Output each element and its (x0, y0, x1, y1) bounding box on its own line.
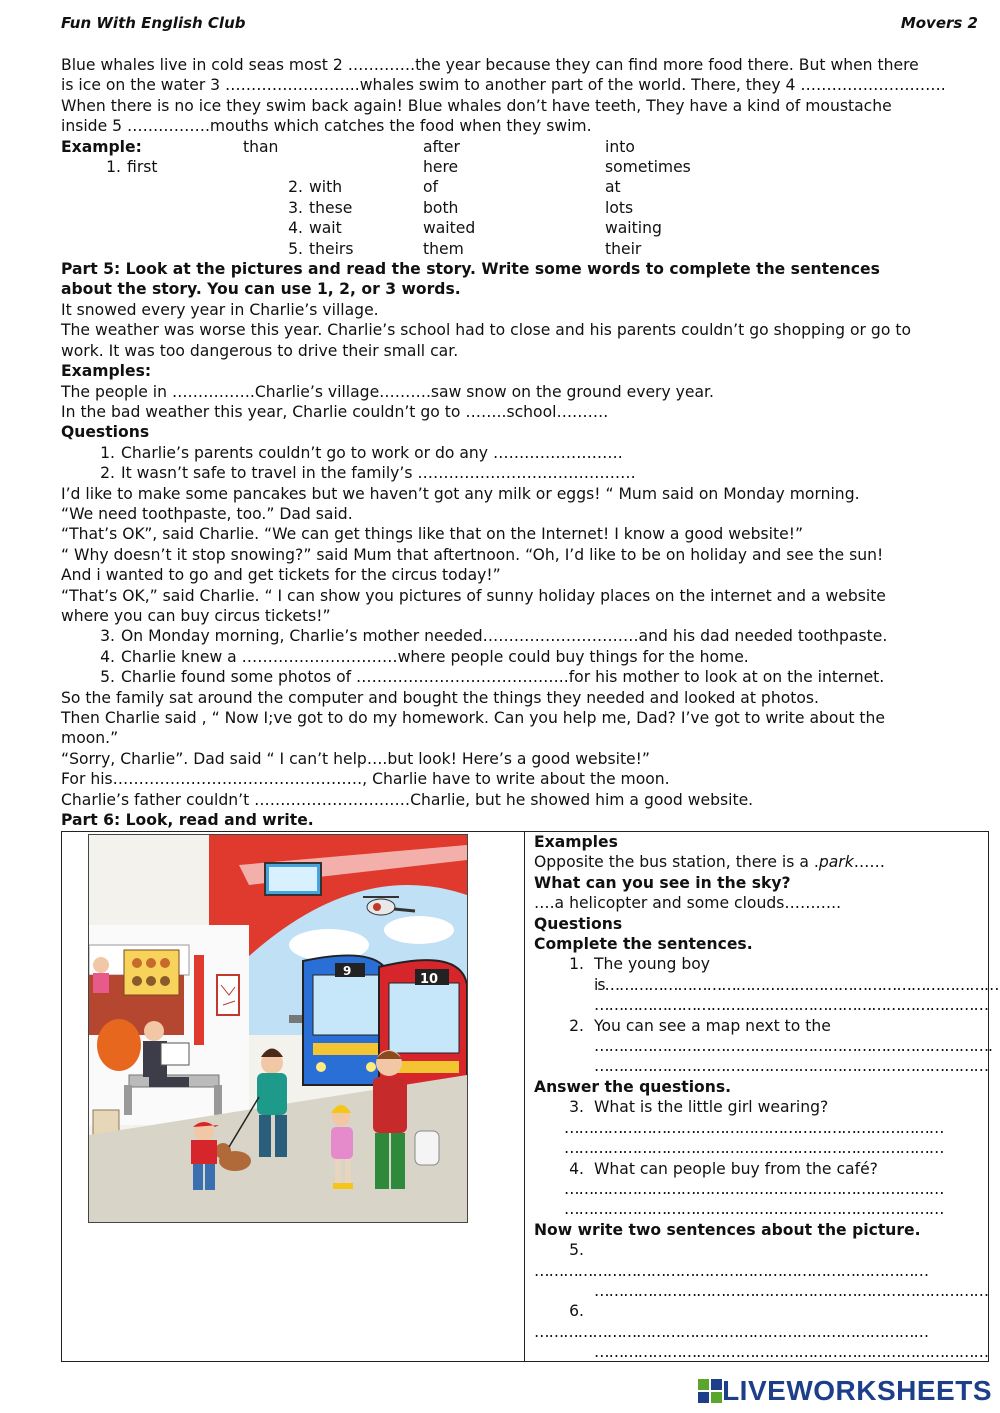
question-text: On Monday morning, Charlie’s mother needed…………………………and his dad needed toothpaste. (121, 627, 888, 646)
story-line: where you can buy circus tickets!” (61, 606, 331, 625)
option-word: lots (605, 198, 634, 217)
questions-label: Questions (61, 423, 150, 442)
carrier-bag (415, 1131, 439, 1165)
option-word: sometimes (605, 158, 691, 177)
part6-heading: Part 6: Look, read and write. (61, 811, 314, 830)
logo-text: LIVEWORKSHEETS (722, 1375, 992, 1406)
question-number: 1. (569, 955, 584, 974)
bus-left-number: 9 (343, 964, 352, 978)
option-word: of (423, 178, 439, 197)
option-word: waiting (605, 219, 662, 238)
answer-label: Answer the questions. (534, 1077, 732, 1096)
question-number: 1. (100, 443, 115, 462)
cafe-shelf (124, 950, 179, 995)
option-number: 5. (288, 239, 303, 258)
option-number: 4. (288, 219, 303, 238)
part6-box (61, 831, 999, 1362)
answer-line[interactable]: ……………………………………………………………………… (534, 1261, 929, 1280)
passage-line: When there is no ice they swim back again! Blue whales don’t have teeth, They have a kind of moustache (61, 96, 892, 115)
question-text: The young boy (594, 955, 711, 974)
example-sentence: The people in …………….Charlie’s village……….saw snow on the ground every year. (61, 382, 714, 401)
question-number: 3. (569, 1098, 584, 1117)
option-word: both (423, 198, 459, 217)
story-line: It snowed every year in Charlie’s village. (61, 300, 379, 319)
passage-line: inside 5 …………….mouths which catches the food when they swim. (61, 117, 592, 136)
option-number: 1. (106, 158, 121, 177)
question-text: Charlie’s parents couldn’t go to work or do any ……………………. (121, 443, 623, 462)
story-line: “That’s OK”, said Charlie. “We can get things like that on the Internet! I know a good website!” (61, 525, 804, 544)
cafe-worker (93, 957, 109, 973)
question-number: 5. (100, 668, 115, 687)
question-text: Charlie found some photos of …………………………………..for his mother to look at on the internet. (121, 668, 885, 687)
map-sign (217, 975, 239, 1015)
logo-grid-icon (698, 1379, 722, 1403)
option-word: here (423, 158, 459, 177)
questions-label: Questions (534, 914, 623, 933)
question-number: 3. (100, 627, 115, 646)
story-line: The weather was worse this year. Charlie’s school had to close and his parents couldn’t go shopping or go to (61, 321, 911, 340)
question-number: 2. (569, 1016, 584, 1035)
option-number: 2. (288, 178, 303, 197)
man-reading (144, 1021, 164, 1041)
story-line: “ Why doesn’t it stop snowing?” said Mum that aftertnoon. “Oh, I’d like to be on holiday and see the sun! (61, 545, 884, 564)
complete-label: Complete the sentences. (534, 935, 753, 954)
story-line: “That’s OK,” said Charlie. “ I can show you pictures of sunny holiday places on the internet and a website (61, 586, 886, 605)
example-word: after (423, 137, 460, 156)
story-line: I’d like to make some pancakes but we haven’t got any milk or eggs! “ Mum said on Monday morning. (61, 484, 860, 503)
story-line: Then Charlie said , “ Now I;ve got to do my homework. Can you help me, Dad? I’ve got to write about the (61, 709, 886, 727)
example-answer: park (818, 853, 854, 872)
part5-heading: about the story. You can use 1, 2, or 3 words. (61, 280, 461, 299)
option-word: theirs (309, 239, 354, 258)
station-picture (88, 834, 468, 1223)
bus-right-number: 10 (420, 972, 439, 987)
example-answer-dots: …… (853, 853, 885, 872)
answer-line[interactable]: ………………………………………………………………………. (594, 1037, 992, 1056)
story-line: moon.” (61, 729, 119, 748)
header-level: Movers 2 (900, 14, 978, 32)
answer-line[interactable]: …………………………………………………………………… (564, 1139, 944, 1158)
question-text: You can see a map next to the (594, 1016, 831, 1035)
answer-line[interactable]: ……………………………………………………………………… (594, 1281, 989, 1300)
question-text: What is the little girl wearing? (594, 1098, 829, 1117)
answer-line[interactable]: ……………………………………………………………………… (594, 1057, 989, 1076)
example-answer: ….a helicopter and some clouds……….. (534, 894, 842, 913)
option-word: their (605, 239, 642, 258)
option-word: at (605, 178, 621, 197)
part5-heading: Part 5: Look at the pictures and read the story. Write some words to complete the sentences (61, 260, 880, 279)
example-question: What can you see in the sky? (534, 873, 791, 892)
station-pillar (194, 955, 204, 1045)
cloud (384, 916, 454, 944)
question-number: 4. (569, 1159, 584, 1178)
questions-panel (534, 832, 999, 1363)
passage-line: Blue whales live in cold seas most 2 ………….the year because they can find more food there. But when there (61, 56, 919, 74)
column-divider (524, 832, 525, 1361)
option-word: wait (309, 219, 342, 238)
question-text: It wasn’t safe to travel in the family’s …………………………………… (121, 464, 636, 483)
liveworksheets-logo[interactable] (698, 1375, 992, 1407)
example-sentence: Opposite the bus station, there is a . (534, 853, 819, 872)
chair (97, 1019, 141, 1071)
passage-line: is ice on the water 3 ……………………..whales swim to another part of the world. There, they 4 ………………………. (61, 76, 946, 95)
answer-line[interactable]: …………………………………………………………………… (564, 1179, 944, 1198)
header-club-name: Fun With English Club (61, 14, 246, 32)
story-line: For his…………………………………………, Charlie have to write about the moon. (61, 770, 670, 789)
example-sentence: In the bad weather this year, Charlie couldn’t go to ……..school………. (61, 402, 609, 421)
question-number: 2. (100, 464, 115, 483)
story-line: work. It was too dangerous to drive their small car. (61, 341, 459, 360)
question-number: 4. (100, 647, 115, 666)
story-line: And i wanted to go and get tickets for the circus today!” (61, 566, 501, 585)
option-word: with (309, 178, 343, 197)
answer-line[interactable]: is……………………………………………………………………… (594, 975, 999, 994)
answer-line[interactable]: …………………………………………………………………… (564, 1118, 944, 1137)
question-number: 6. (569, 1302, 584, 1321)
option-word: first (127, 158, 158, 177)
option-word: waited (423, 219, 476, 238)
worksheet-content (61, 55, 989, 830)
option-word: these (309, 198, 353, 217)
answer-line[interactable]: …………………………………………………………………… (564, 1200, 944, 1219)
answer-line[interactable]: ……………………………………………………………………… (594, 996, 989, 1015)
example-word: into (605, 137, 635, 156)
newspaper (161, 1043, 189, 1065)
answer-line[interactable]: ……………………………………………………………………… (594, 1343, 989, 1362)
examples-label: Examples: (61, 362, 152, 381)
option-number: 3. (288, 198, 303, 217)
question-text: What can people buy from the café? (594, 1159, 878, 1178)
bus-left (303, 955, 389, 1085)
word-options-table (61, 137, 989, 259)
example-label: Example: (61, 137, 142, 156)
question-text: Charlie knew a …………………………where people could buy things for the home. (121, 647, 749, 666)
story-line: “Sorry, Charlie”. Dad said “ I can’t help….but look! Here’s a good website!” (61, 749, 650, 768)
example-word: than (243, 137, 279, 156)
question-number: 5. (569, 1241, 584, 1260)
story-line: So the family sat around the computer and bought the things they needed and looked at photos. (61, 688, 819, 707)
story-line: “We need toothpaste, too.” Dad said. (61, 504, 353, 523)
answer-line[interactable]: ……………………………………………………………………… (534, 1322, 929, 1341)
option-word: them (423, 239, 464, 258)
write-label: Now write two sentences about the picture. (534, 1220, 921, 1239)
examples-label: Examples (534, 833, 618, 851)
story-line: Charlie’s father couldn’t …………………………Charlie, but he showed him a good website. (61, 790, 754, 809)
